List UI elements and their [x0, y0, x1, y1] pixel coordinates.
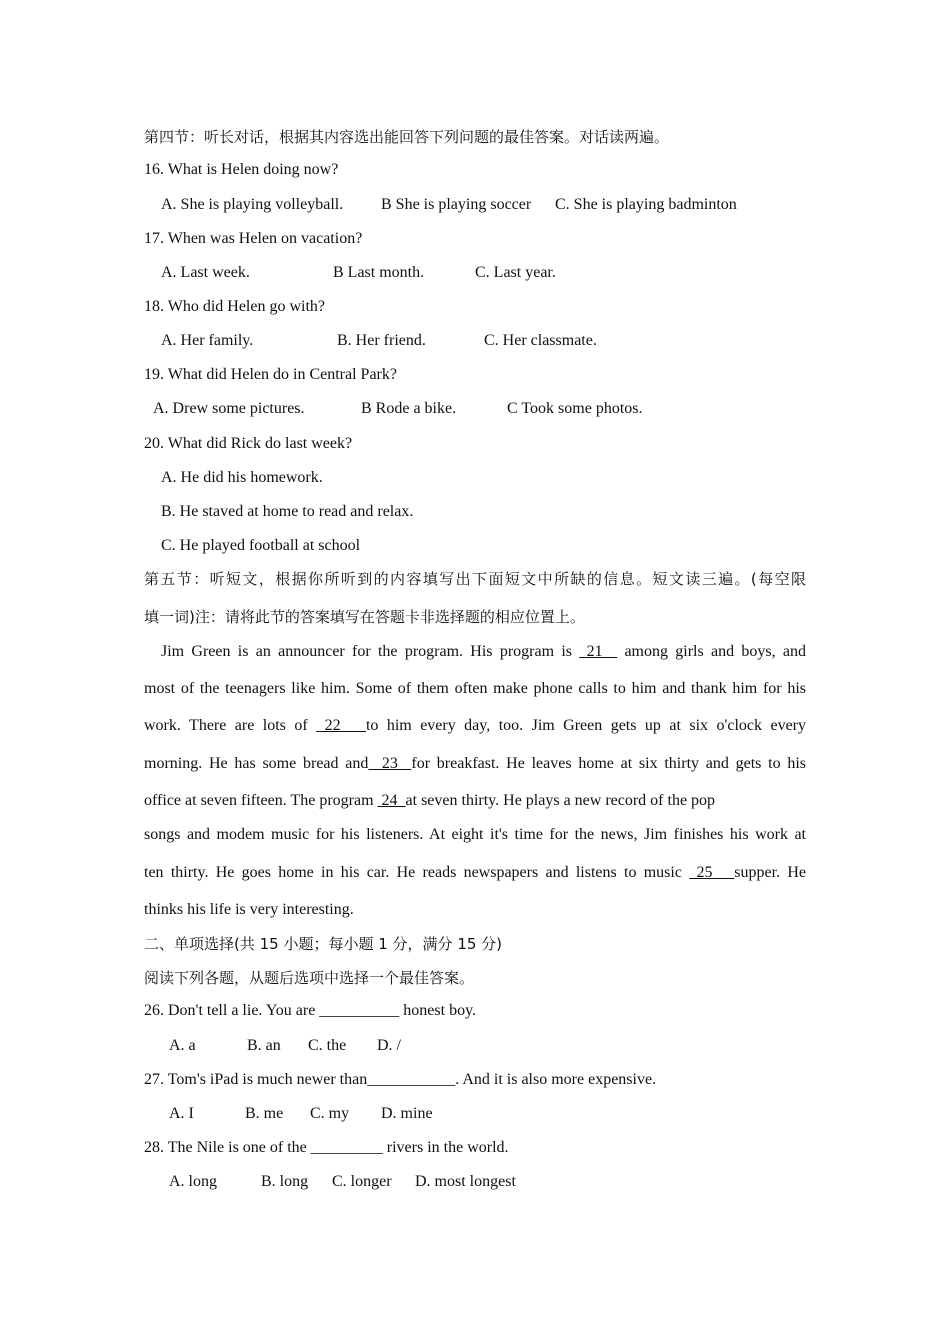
passage-line-8: thinks his life is very interesting.	[144, 901, 354, 918]
part2-heading: 二、单项选择(共 15 小题；每小题 1 分，满分 15 分)	[144, 935, 503, 953]
passage-text: morning. He has some bread and	[144, 755, 369, 772]
passage-text: at seven thirty. He plays a new record of the pop	[405, 792, 716, 809]
q19-option-c: C Took some photos.	[507, 400, 643, 417]
q19-option-b: B Rode a bike.	[361, 400, 457, 417]
q16-option-b: B She is playing soccer	[381, 196, 532, 213]
q18-option-a: A. Her family.	[161, 332, 254, 349]
q28-option-c: C. longer	[332, 1173, 392, 1190]
passage-line-6: songs and modem music for his listeners. At eight it's time for the news, Jim finishes his work at	[144, 826, 806, 843]
q20-option-c: C. He played football at school	[161, 537, 361, 554]
q26-option-d: D. /	[377, 1037, 401, 1054]
passage-text: among girls and boys, and	[617, 643, 807, 660]
question-17: 17. When was Helen on vacation?	[144, 230, 363, 247]
q19-option-a: A. Drew some pictures.	[153, 400, 305, 417]
question-18: 18. Who did Helen go with?	[144, 298, 326, 315]
section5-heading-line1: 第五节：听短文，根据你所听到的内容填写出下面短文中所缺的信息。短文读三遍。(每空限	[144, 570, 806, 588]
passage-text: Jim Green is an announcer for the program. His program is	[161, 643, 580, 660]
passage-text: work. There are lots of	[144, 717, 317, 734]
question-20: 20. What did Rick do last week?	[144, 435, 353, 452]
q26-option-b: B. an	[247, 1037, 281, 1054]
passage-text: ten thirty. He goes home in his car. He reads newspapers and listens to music	[144, 864, 690, 881]
passage-text: for breakfast. He leaves home at six thirty and gets to his	[411, 755, 807, 772]
question-28: 28. The Nile is one of the _________ rivers in the world.	[144, 1139, 509, 1156]
q18-option-b: B. Her friend.	[337, 332, 426, 349]
passage-text: to him every day, too. Jim Green gets up at six o'clock every	[365, 717, 807, 734]
blank-22: 22	[316, 717, 366, 734]
section5-heading-line2: 填一词)注：请将此节的答案填写在答题卡非选择题的相应位置上。	[144, 608, 585, 626]
q27-option-b: B. me	[245, 1105, 284, 1122]
q28-option-b: B. long	[261, 1173, 309, 1190]
q28-option-d: D. most longest	[415, 1173, 516, 1190]
passage-line-5	[144, 790, 715, 812]
q18-option-c: C. Her classmate.	[484, 332, 597, 349]
blank-25: 25	[689, 864, 735, 881]
part2-instruction: 阅读下列各题，从题后选项中选择一个最佳答案。	[144, 969, 475, 987]
blank-23: 23	[368, 755, 412, 772]
question-19: 19. What did Helen do in Central Park?	[144, 366, 397, 383]
q17-option-b: B Last month.	[333, 264, 425, 281]
q27-option-d: D. mine	[381, 1105, 433, 1122]
q16-option-a: A. She is playing volleyball.	[161, 196, 344, 213]
q27-option-a: A. I	[169, 1105, 194, 1122]
blank-21: 21	[579, 643, 618, 660]
q26-option-c: C. the	[308, 1037, 347, 1054]
q28-option-a: A. long	[169, 1173, 217, 1190]
passage-line-3	[144, 715, 806, 737]
section4-heading: 第四节：听长对话，根据其内容选出能回答下列问题的最佳答案。对话读两遍。	[144, 128, 670, 146]
passage-line-7	[144, 862, 806, 884]
q20-option-b: B. He staved at home to read and relax.	[161, 503, 414, 520]
passage-text: office at seven fifteen. The program	[144, 792, 378, 809]
question-26: 26. Don't tell a lie. You are __________ honest boy.	[144, 1002, 477, 1019]
passage-line-1	[161, 641, 806, 663]
q17-option-c: C. Last year.	[475, 264, 556, 281]
passage-line-4	[144, 753, 806, 775]
passage-text: supper. He	[734, 864, 806, 881]
question-16: 16. What is Helen doing now?	[144, 161, 339, 178]
q17-option-a: A. Last week.	[161, 264, 250, 281]
blank-24: 24	[377, 792, 406, 809]
q20-option-a: A. He did his homework.	[161, 469, 323, 486]
question-27: 27. Tom's iPad is much newer than___________. And it is also more expensive.	[144, 1071, 657, 1088]
q27-option-c: C. my	[310, 1105, 350, 1122]
q16-option-c: C. She is playing badminton	[555, 196, 737, 213]
passage-line-2: most of the teenagers like him. Some of them often make phone calls to him and thank him for his	[144, 680, 806, 697]
q26-option-a: A. a	[169, 1037, 196, 1054]
